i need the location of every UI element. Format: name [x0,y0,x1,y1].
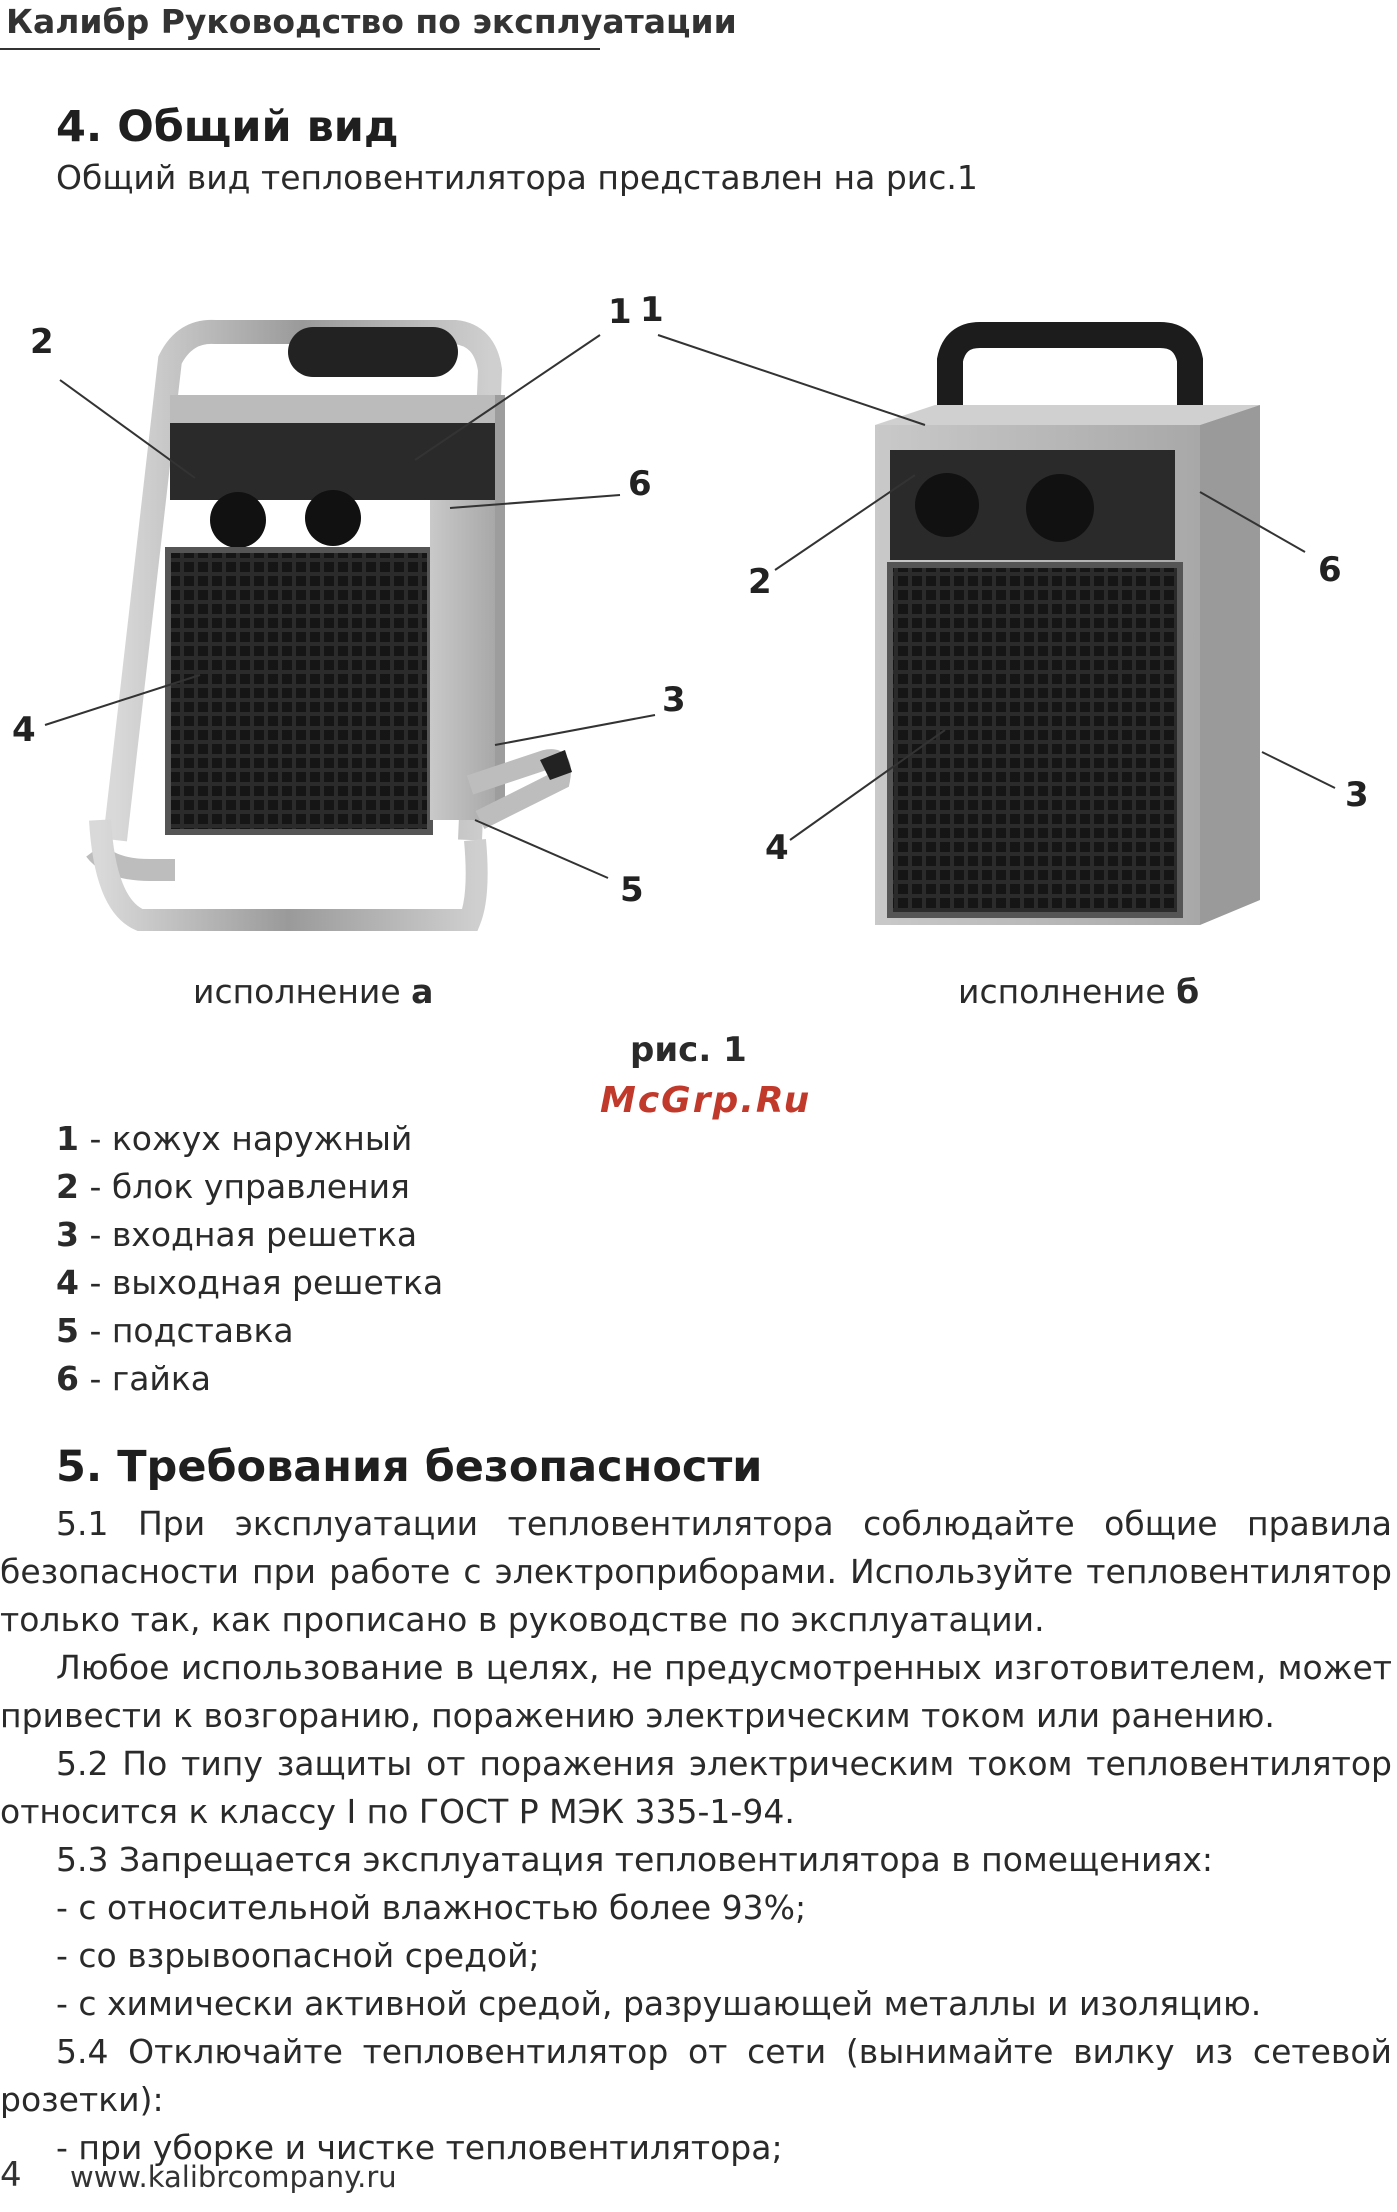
legend-item: 3 - входная решетка [56,1215,418,1254]
section-4-title: 4. Общий вид [56,102,399,152]
callout-b-2: 2 [748,562,772,602]
heater-b-image [875,335,1260,925]
legend-item: 1 - кожух наружный [56,1119,413,1158]
list-item: - при уборке и чистке тепловентилятора; [56,2128,783,2167]
callout-a-2: 2 [30,322,54,362]
legend-item: 5 - подставка [56,1311,294,1350]
figure-heaters [0,280,1397,960]
paragraph-usage: Любое использование в целях, не предусмотренных изготовителем, может привести к возгоранию, поражению электрическим током или ранению. [0,1648,1392,1735]
callout-b-4: 4 [765,828,789,868]
legend-item: 2 - блок управления [56,1167,410,1206]
paragraph-5-4: 5.4 Отключайте тепловентилятор от сети (вынимайте вилку из сетевой розетки): [0,2032,1392,2119]
watermark-text: McGrp.Ru [600,1080,812,1121]
list-item: - со взрывоопасной средой; [56,1936,540,1975]
callout-b-6: 6 [1318,550,1342,590]
callout-a-5: 5 [620,870,644,910]
callout-a-6: 6 [628,464,652,504]
section-4-intro: Общий вид тепловентилятора представлен на рис.1 [56,158,978,197]
callout-a-1: 1 [608,292,632,332]
list-item: - с химически активной средой, разрушающей металлы и изоляцию. [56,1984,1262,2023]
legend-item: 4 - выходная решетка [56,1263,444,1302]
paragraph-5-3: 5.3 Запрещается эксплуатация тепловентилятора в помещениях: [56,1840,1213,1879]
callout-a-3: 3 [662,680,686,720]
legend-item: 6 - гайка [56,1359,212,1398]
section-5-body [0,1500,1392,2172]
page-number: 4 [0,2155,22,2195]
running-title: Калибр Руководство по эксплуатации [6,2,737,41]
callout-b-1: 1 [640,290,664,330]
section-5-title: 5. Требования безопасности [56,1442,763,1492]
website-link[interactable]: www.kalibrcompany.ru [70,2160,397,2194]
heater-illustrations [0,280,1397,960]
paragraph-5-1: 5.1 При эксплуатации тепловентилятора соблюдайте общие правила безопасности при работе с электроприборами. Используйте тепловентилятор только так, как прописано в руководстве по эксплуатации. [0,1504,1392,1639]
header-rule [0,48,600,50]
caption-version-b: исполнение б [958,972,1200,1011]
figure-label: рис. 1 [630,1030,747,1070]
callout-a-4: 4 [12,710,36,750]
paragraph-5-2: 5.2 По типу защиты от поражения электрическим током тепловентилятор относится к классу I по ГОСТ Р МЭК 335-1-94. [0,1744,1392,1831]
caption-version-a: исполнение а [193,972,434,1011]
parts-legend [56,1115,443,1403]
callout-b-3: 3 [1345,775,1369,815]
list-item: - с относительной влажностью более 93%; [56,1888,807,1927]
